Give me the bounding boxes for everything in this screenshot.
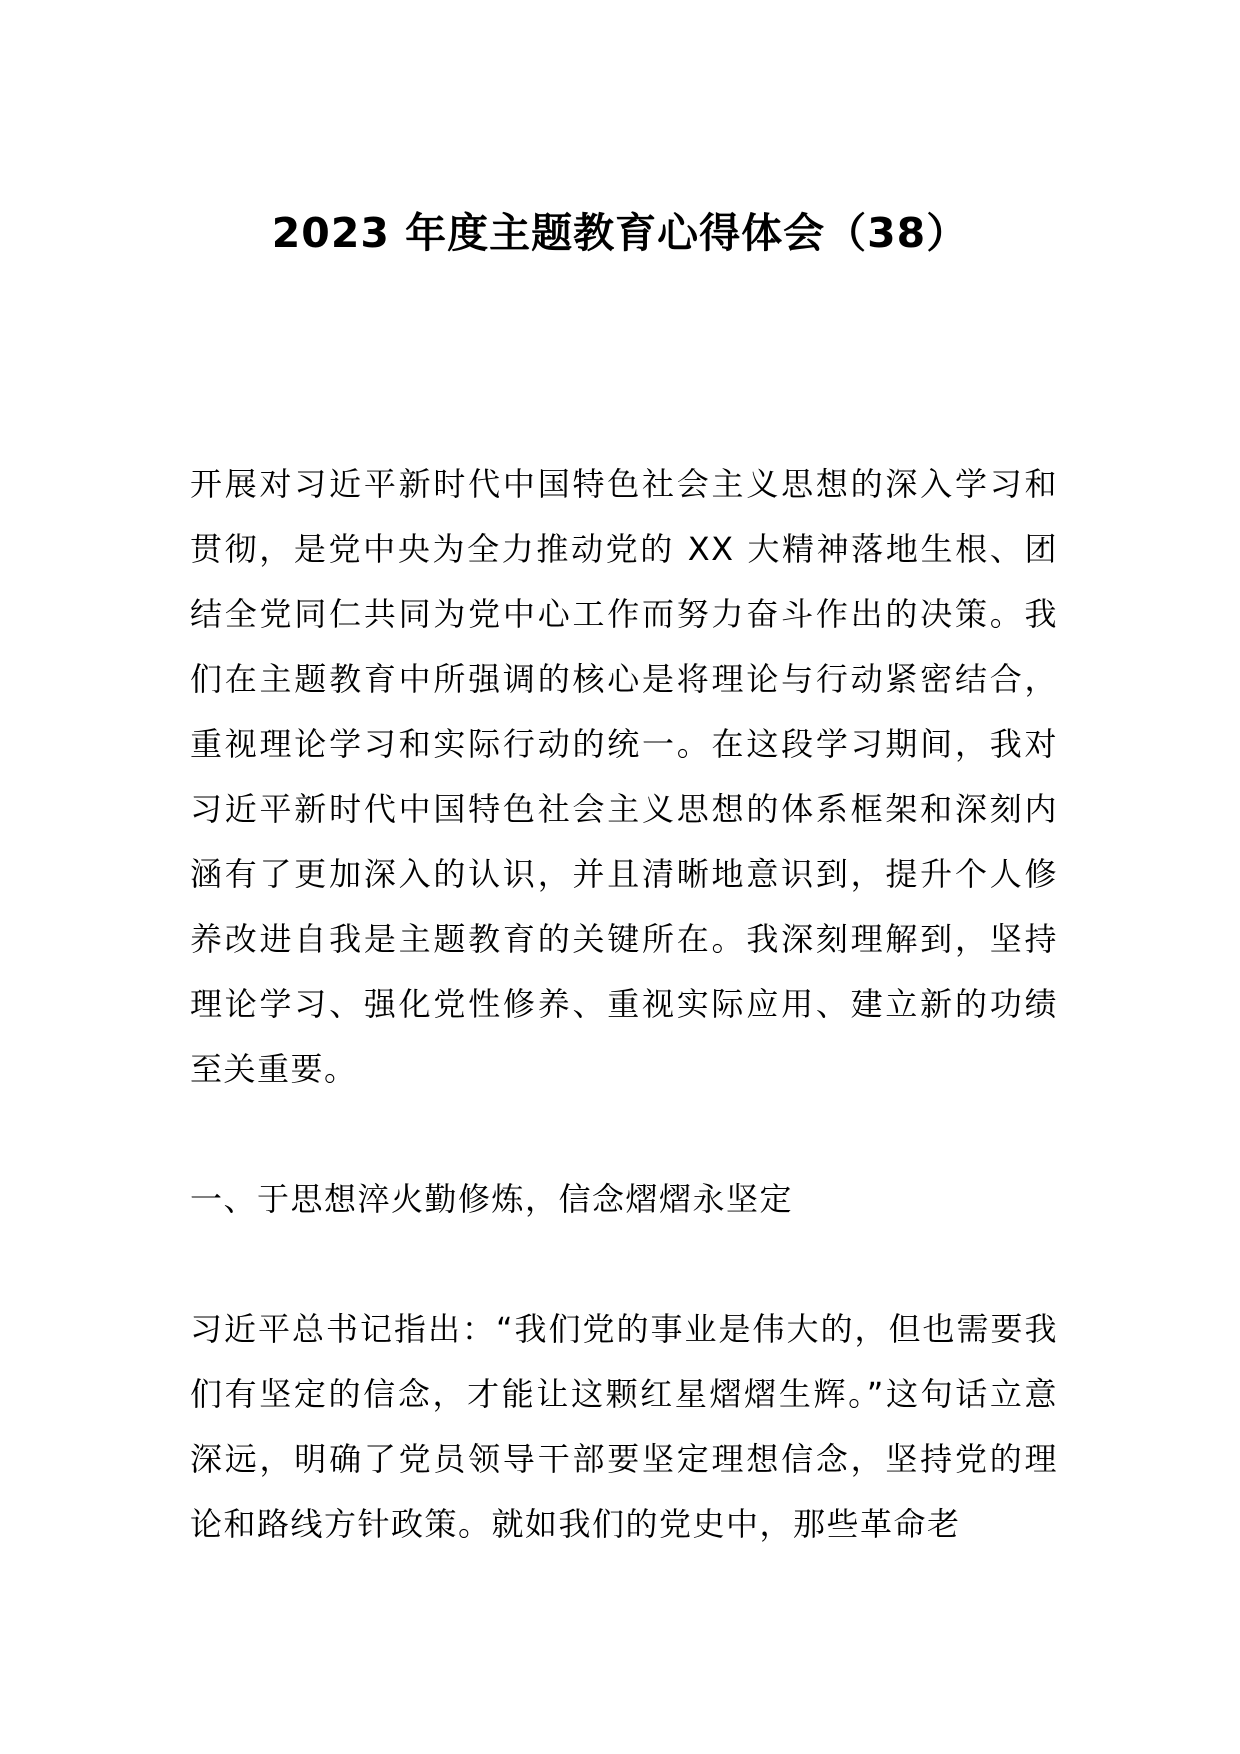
section-heading: 一、于思想淬火勤修炼，信念熠熠永坚定	[190, 1180, 794, 1218]
section-paragraph: 习近平总书记指出：“我们党的事业是伟大的，但也需要我们有坚定的信念，才能让这颗红星熠熠生辉。”这句话立意深远，明确了党员领导干部要坚定理想信念，坚持党的理论和路线方针政策。就如我们的党史中，那些革命老	[190, 1310, 1058, 1543]
document-title: 2023 年度主题教育心得体会（38）	[271, 209, 969, 257]
intro-paragraph: 开展对习近平新时代中国特色社会主义思想的深入学习和贯彻，是党中央为全力推动党的 XX 大精神落地生根、团结全党同仁共同为党中心工作而努力奋斗作出的决策。我们在主题教育中所强调的核心是将理论与行动紧密结合，重视理论学习和实际行动的统一。在这段学习期间，我对习近平新时代中国特色社会主义思想的体系框架和深刻内涵有了更加深入的认识，并且清晰地意识到，提升个人修养改进自我是主题教育的关键所在。我深刻理解到，坚持理论学习、强化党性修养、重视实际应用、建立新的功绩至关重要。	[190, 465, 1058, 1088]
